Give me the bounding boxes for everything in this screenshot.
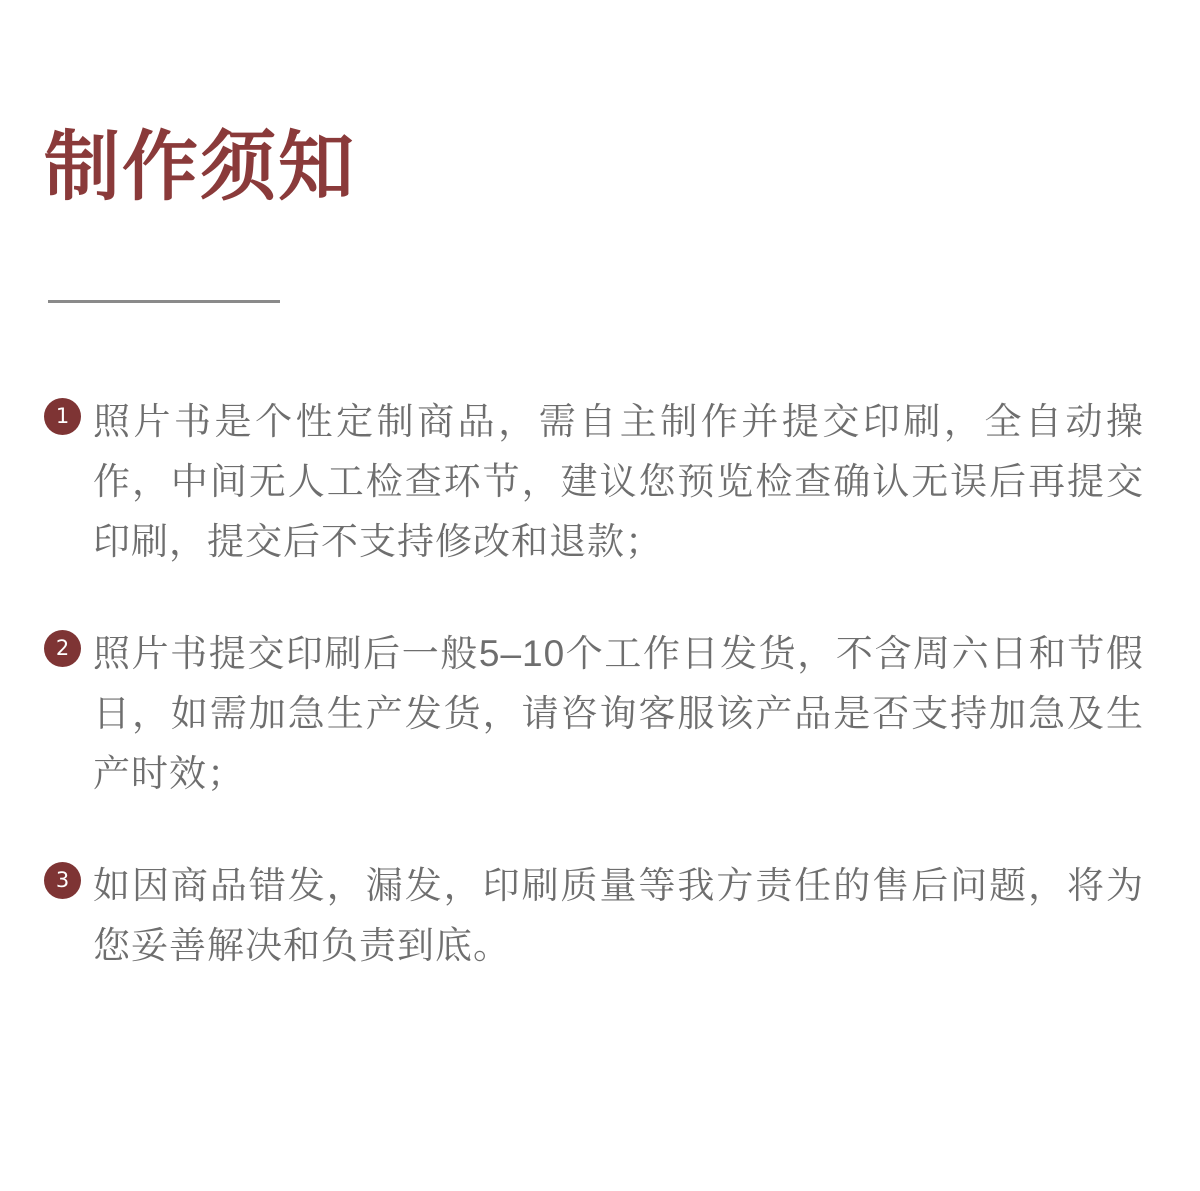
list-item-number-badge: 3 bbox=[44, 862, 81, 899]
list-item-number-badge: 1 bbox=[44, 398, 81, 435]
list-item-text: 照片书提交印刷后一般5–10个工作日发货，不含周六日和节假日，如需加急生产发货，请咨询客服该产品是否支持加急及生产时效； bbox=[93, 632, 1144, 794]
page-title: 制作须知 bbox=[44, 125, 356, 210]
list-item-text: 如因商品错发，漏发，印刷质量等我方责任的售后问题，将为您妥善解决和负责到底。 bbox=[93, 864, 1144, 966]
title-divider bbox=[48, 300, 280, 303]
list-item bbox=[44, 392, 1144, 572]
list-item bbox=[44, 624, 1144, 804]
list-item-number-badge: 2 bbox=[44, 630, 81, 667]
notice-list bbox=[44, 392, 1144, 976]
list-item-text: 照片书是个性定制商品，需自主制作并提交印刷，全自动操作，中间无人工检查环节，建议您预览检查确认无误后再提交印刷，提交后不支持修改和退款； bbox=[93, 401, 1144, 562]
list-item bbox=[44, 856, 1144, 976]
